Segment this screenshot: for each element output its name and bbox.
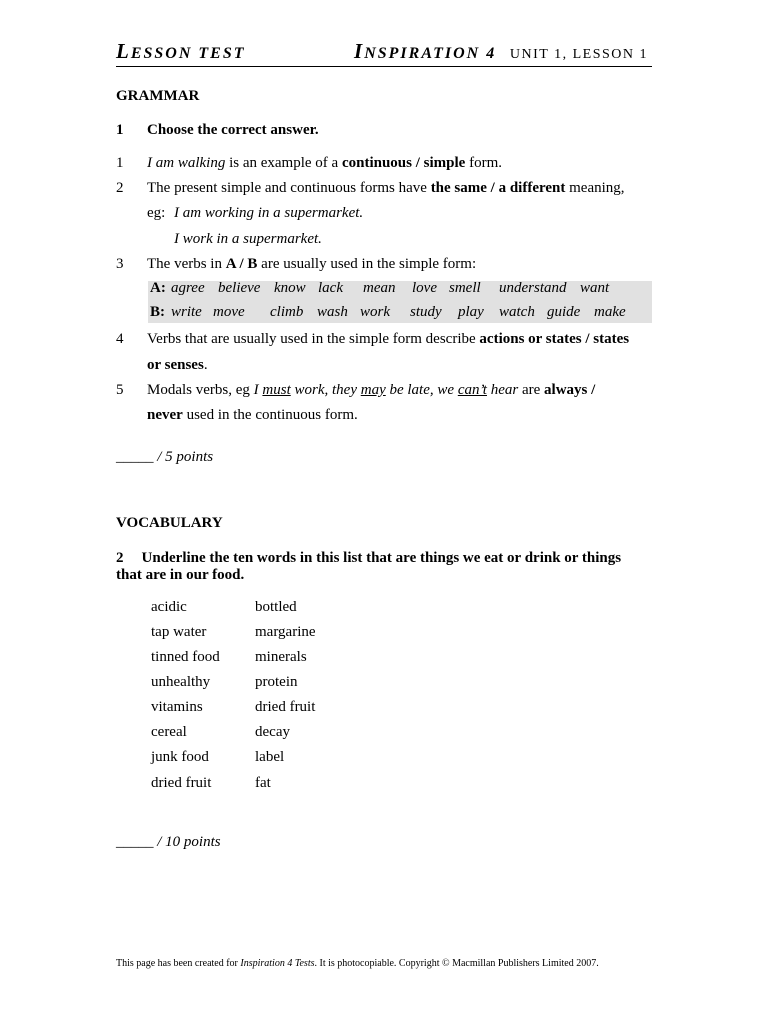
- row-b-label: B:: [150, 304, 165, 320]
- points-blank[interactable]: _____: [116, 449, 154, 465]
- verb-word: move: [213, 304, 245, 320]
- verb-word: mean: [363, 280, 396, 296]
- word-list-item[interactable]: acidic: [151, 599, 187, 615]
- grammar-points: [116, 447, 213, 467]
- verb-word: smell: [449, 280, 481, 296]
- header-lesson-test: [116, 39, 246, 64]
- verb-word: know: [274, 280, 306, 296]
- page-header: [116, 39, 652, 67]
- header-mid-rest: NSPIRATION 4: [364, 45, 497, 62]
- item2-text: The present simple and continuous forms have: [147, 180, 431, 196]
- grammar-instruction: Choose the correct answer.: [147, 122, 319, 138]
- vocabulary-points: [116, 832, 221, 852]
- item4-choice: actions or states / states: [479, 331, 630, 347]
- footer-book-title: Inspiration 4 Tests: [240, 958, 315, 969]
- verb-word: want: [580, 280, 610, 296]
- header-unit-lesson: UNIT 1, LESSON 1: [509, 47, 648, 62]
- points-blank[interactable]: _____: [116, 834, 154, 850]
- verb-row-b: [150, 304, 650, 324]
- header-left-rest: ESSON TEST: [130, 45, 246, 62]
- word-list-item[interactable]: decay: [255, 724, 290, 740]
- item5-text: Modals verbs, eg: [147, 382, 254, 398]
- verb-word: guide: [547, 304, 581, 320]
- verb-word: believe: [218, 280, 261, 296]
- item1-choice: continuous / simple: [341, 155, 466, 171]
- verb-row-a: [150, 280, 650, 300]
- grammar-item-5: [147, 380, 595, 400]
- vocabulary-instruction-line2: that are in our food.: [116, 567, 245, 583]
- item5-must: must: [262, 382, 291, 398]
- points-label: / 10 points: [153, 834, 221, 850]
- verb-word: work: [360, 304, 390, 320]
- grammar-item-3: [147, 254, 476, 274]
- word-list-item[interactable]: bottled: [255, 599, 297, 615]
- word-list-item[interactable]: tap water: [151, 624, 207, 640]
- header-mid-initial: I: [354, 39, 365, 63]
- item1-text: is an example of a: [225, 155, 342, 171]
- item5-cant: can’t: [457, 382, 487, 398]
- verb-word: watch: [499, 304, 535, 320]
- item2-example-2: I work in a supermarket.: [174, 231, 322, 247]
- item2-choice: the same / a different: [430, 180, 566, 196]
- vocabulary-heading: VOCABULARY: [116, 515, 223, 531]
- vocabulary-instruction-line1: Underline the ten words in this list that are things we eat or drink or things: [141, 550, 622, 566]
- item5-may: may: [360, 382, 386, 398]
- grammar-item-2: [147, 178, 625, 198]
- grammar-item-4-cont: [147, 355, 208, 375]
- grammar-exercise-number: 1: [116, 122, 124, 138]
- item-number-1: 1: [116, 155, 124, 171]
- word-list-item[interactable]: unhealthy: [151, 674, 211, 690]
- grammar-item-5-cont: [147, 405, 358, 425]
- word-list-item[interactable]: dried fruit: [151, 775, 212, 791]
- vocabulary-exercise-number: 2: [116, 550, 124, 566]
- item2-eg-label: eg:: [147, 205, 166, 221]
- item-number-5: 5: [116, 382, 124, 398]
- word-list-item[interactable]: fat: [255, 775, 271, 791]
- item5-choice: always /: [544, 382, 596, 398]
- item2-end: meaning,: [565, 180, 625, 196]
- item5-end: used in the continuous form.: [182, 407, 358, 423]
- header-left-initial: L: [116, 39, 131, 63]
- row-a-label: A:: [150, 280, 166, 296]
- verb-word: agree: [171, 280, 205, 296]
- word-list-item[interactable]: minerals: [255, 649, 307, 665]
- item-number-4: 4: [116, 331, 124, 347]
- item1-end: form.: [465, 155, 502, 171]
- verb-word: lack: [318, 280, 343, 296]
- word-list-item[interactable]: tinned food: [151, 649, 220, 665]
- item2-example-1: I am working in a supermarket.: [174, 205, 364, 221]
- item4-end: .: [203, 357, 208, 373]
- word-list-item[interactable]: cereal: [151, 724, 187, 740]
- word-list-item[interactable]: protein: [255, 674, 298, 690]
- footer-text: . It is photocopiable. Copyright © Macmillan Publishers Limited 2007.: [314, 958, 599, 969]
- verb-word: study: [410, 304, 442, 320]
- verb-word: understand: [499, 280, 567, 296]
- word-list-item[interactable]: margarine: [255, 624, 316, 640]
- verb-word: make: [594, 304, 626, 320]
- item3-choice: A / B: [225, 256, 258, 272]
- footer-text: This page has been created for: [116, 958, 241, 969]
- word-list-item[interactable]: vitamins: [151, 699, 203, 715]
- item-number-2: 2: [116, 180, 124, 196]
- header-book-title: [354, 39, 496, 64]
- item5-ex: work, they: [290, 382, 361, 398]
- verb-word: love: [412, 280, 437, 296]
- item5-ex: hear: [486, 382, 519, 398]
- item5-choice-cont: never: [147, 407, 183, 423]
- verb-word: wash: [317, 304, 348, 320]
- copyright-footer: [116, 958, 599, 969]
- item5-ex: I: [253, 382, 263, 398]
- verb-word: climb: [270, 304, 304, 320]
- grammar-item-4: [147, 329, 629, 349]
- points-label: / 5 points: [153, 449, 214, 465]
- item3-text: The verbs in: [147, 256, 226, 272]
- item3-end: are usually used in the simple form:: [257, 256, 477, 272]
- grammar-item-1: [147, 153, 502, 173]
- word-list-item[interactable]: label: [255, 749, 285, 765]
- verb-word: play: [458, 304, 484, 320]
- item1-example: I am walking: [147, 155, 226, 171]
- grammar-heading: GRAMMAR: [116, 88, 200, 104]
- item4-text: Verbs that are usually used in the simple form describe: [147, 331, 480, 347]
- item5-ex: be late, we: [385, 382, 458, 398]
- verb-word: write: [171, 304, 202, 320]
- item5-text: are: [518, 382, 545, 398]
- word-list-item[interactable]: junk food: [151, 749, 209, 765]
- item4-choice-cont: or senses: [147, 357, 204, 373]
- item-number-3: 3: [116, 256, 124, 272]
- word-list-item[interactable]: dried fruit: [255, 699, 316, 715]
